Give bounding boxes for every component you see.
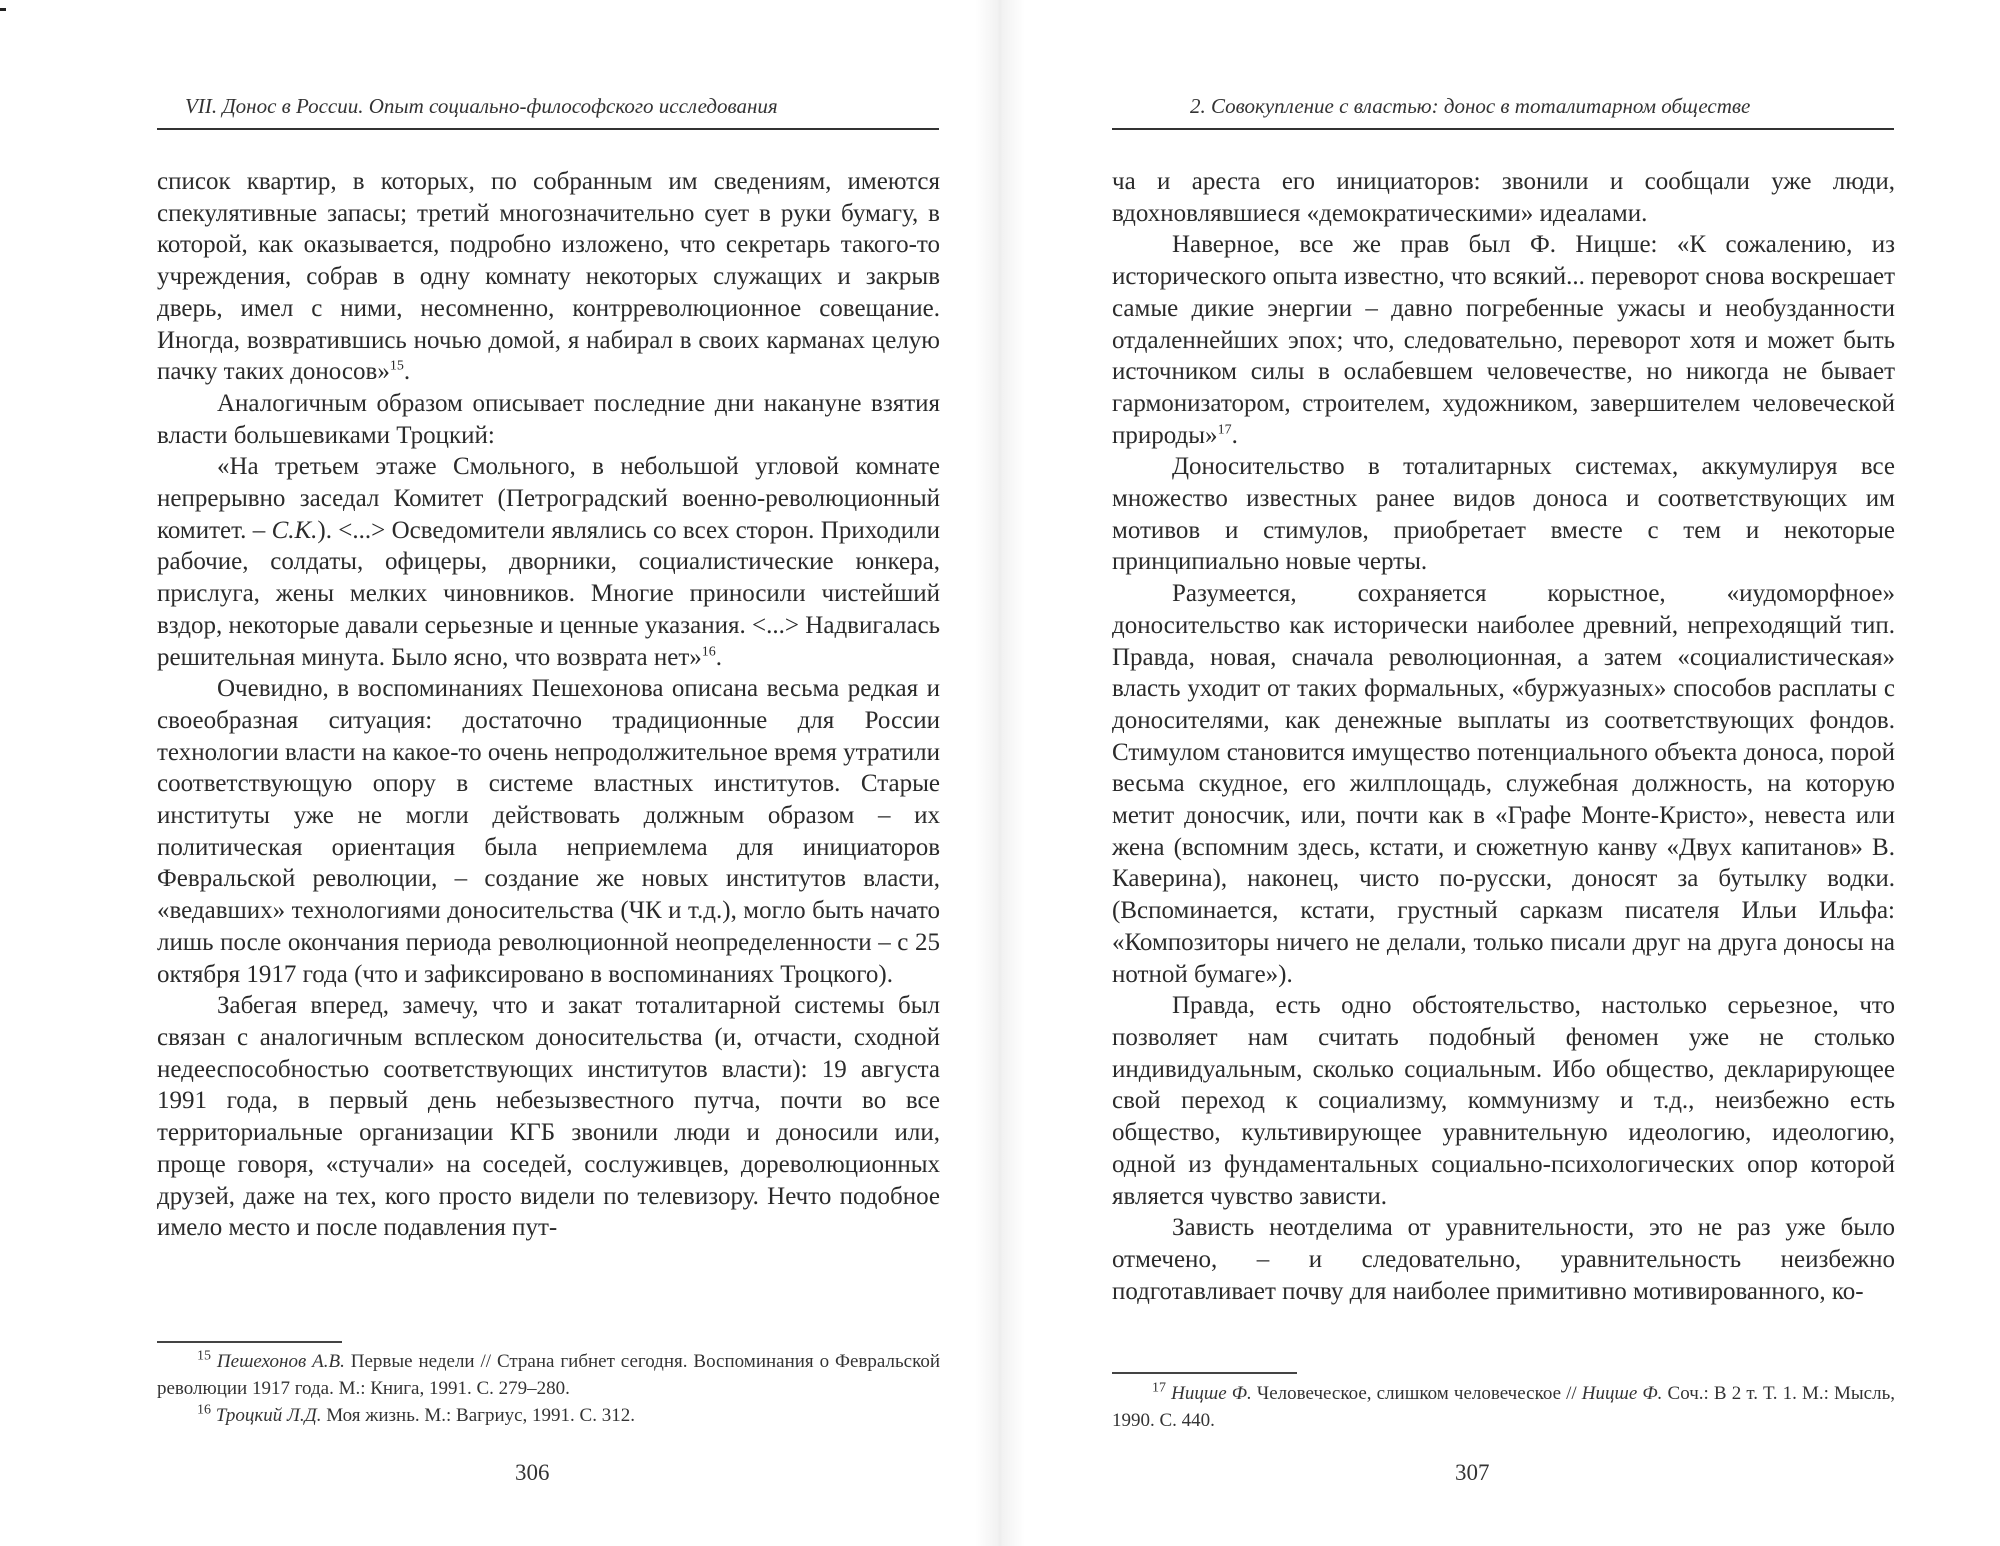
- right-paragraph-6: Зависть неотделима от уравнительности, это не раз уже было отмечено, – и следовательно, уравнительность неизбежно подготавливает почву для наиболее примитивно мотивированного, ко-: [1112, 1214, 1895, 1305]
- left-quote-paragraph: «На третьем этаже Смольного, в небольшой угловой комнате непрерывно заседал Комитет (Петроградский военно-революционный комитет. – С.К.). <...> Осведомители являлись со всех сторон. Приходили рабочие, солдаты, офицеры, дворники, социалистические юнкера, прислуга, жены мелких чиновников. Многие приносили чистейший вздор, некоторые давали серьезные и ценные указания. <...> Надвигалась решительная минута. Было ясно, что возврата нет»$^{16}$.: [157, 453, 940, 671]
- right-head-rule: [1112, 128, 1894, 130]
- left-body-text: [157, 166, 940, 1244]
- right-paragraph-4: Разумеется, сохраняется корыстное, «иудоморфное» доносительство как исторически наиболее древний, непреходящий тип. Правда, новая, сначала революционная, а затем «социалистическая» власть уходит от таких формальных, «буржуазных» способов расплаты с доносителями, как денежные выплаты из соответствующих фондов. Стимулом становится имущество потенциального объекта доноса, порой весьма скудное, его жилплощадь, служебная должность, на которую метит доносчик, или, почти как в «Графе Монте-Кристо», невеста или жена (вспомним здесь, кстати, и сюжетную канву «Двух капитанов» В. Каверина), наконец, чисто по-русски, доносят за бутылку водки. (Вспоминается, кстати, грустный сарказм писателя Ильи Ильфа: «Композиторы ничего не делали, только писали друг на друга доносы на нотной бумаге»).: [1112, 580, 1895, 988]
- right-running-head: 2. Совокупление с властью: донос в тоталитарном обществе: [1190, 94, 1751, 118]
- left-running-head: VII. Донос в России. Опыт социально-философского исследования: [185, 94, 778, 118]
- right-body-text: [1112, 166, 1895, 1307]
- footnote-ref-15: 15: [389, 358, 404, 374]
- footnote-17: $^{17}$ Ницше Ф. Человеческое, слишком человеческое // Ницше Ф. Соч.: В 2 т. Т. 1. М.: Мысль, 1990. С. 440.: [1112, 1380, 1895, 1431]
- right-footnotes: [1112, 1380, 1895, 1434]
- left-paragraph-2: Аналогичным образом описывает последние дни накануне взятия власти большевиками Троцкий:: [157, 389, 940, 449]
- right-page: [1000, 0, 2000, 1546]
- right-page-number: 307: [1455, 1460, 1490, 1485]
- footnote-ref-17: 17: [1217, 422, 1232, 438]
- left-paragraph-1: список квартир, в которых, по собранным им сведениям, имеются спекулятивные запасы; третий многозначительно сует в руки бумагу, в которой, как оказывается, подробно изложено, что секретарь такого-то учреждения, собрав в одну комнату некоторых служащих и закрыв дверь, имел с ними, несомненно, контрреволюционное совещание. Иногда, возвратившись ночью домой, я набирал в своих карманах целую пачку таких доносов»$^{15}$.: [157, 168, 940, 386]
- left-head-rule: [157, 128, 939, 130]
- quote-initials: С.К.: [271, 516, 318, 544]
- left-footnote-rule: [157, 1341, 342, 1343]
- left-page-number: 306: [515, 1460, 550, 1485]
- right-footnote-rule: [1112, 1372, 1297, 1374]
- left-footnotes: [157, 1348, 940, 1429]
- left-paragraph-4: Забегая вперед, замечу, что и закат тоталитарной системы был связан с аналогичным всплеском доносительства (и, отчасти, сходной недееспособностью соответствующих институтов власти): 19 августа 1991 года, в первый день небезызвестного путча, почти во все территориальные организации КГБ звонили люди и доносили или, проще говоря, «стучали» на соседей, сослуживцев, дореволюционных друзей, даже на тех, кого просто видели по телевизору. Нечто подобное имело место и после подавления пут-: [157, 992, 940, 1242]
- right-paragraph-3: Доносительство в тоталитарных системах, аккумулируя все множество известных ранее видов доноса и соответствующих им мотивов и стимулов, приобретает вместе с тем и некоторые принципиально новые черты.: [1112, 453, 1895, 576]
- footnote-15: $^{15}$ Пешехонов А.В. Первые недели // Страна гибнет сегодня. Воспоминания о Февральской революции 1917 года. М.: Книга, 1991. С. 279–280.: [157, 1348, 941, 1399]
- right-paragraph-1: ча и ареста его инициаторов: звонили и сообщали уже люди, вдохновлявшиеся «демократическими» идеалами.: [1112, 168, 1895, 227]
- right-paragraph-2: Наверное, все же прав был Ф. Ницше: «К сожалению, из исторического опыта известно, что всякий... переворот снова воскрешает самые дикие энергии – давно погребенные ужасы и необузданности отдаленнейших эпох; что, следовательно, переворот хотя и может быть источником силы в ослабевшем человечестве, но никогда не бывает гармонизатором, строителем, художником, завершителем человеческой природы»$^{17}$.: [1112, 231, 1895, 449]
- left-paragraph-3: Очевидно, в воспоминаниях Пешехонова описана весьма редкая и своеобразная ситуация: достаточно традиционные для России технологии власти на какое-то очень непродолжительное время утратили соответствующую опору в системе властных институтов. Старые институты уже не могли действовать должным образом – их политическая ориентация была неприемлема для инициаторов Февральской революции, – создание же новых институтов власти, «ведавших» технологиями доносительства (ЧК и т.д.), могло быть начато лишь после окончания периода революционной неопределенности – с 25 октября 1917 года (что и зафиксировано в воспоминаниях Троцкого).: [157, 675, 940, 988]
- footnote-16: $^{16}$ Троцкий Л.Д. Моя жизнь. М.: Вагриус, 1991. С. 312.: [197, 1402, 635, 1426]
- footnote-ref-16: 16: [701, 644, 716, 660]
- right-paragraph-5: Правда, есть одно обстоятельство, настолько серьезное, что позволяет нам считать подобный феномен уже не столько индивидуальным, сколько социальным. Ибо общество, декларирующее свой переход к социализму, коммунизму и т.д., неизбежно есть общество, культивирующее уравнительную идеологию, идеологию, одной из фундаментальных социально-психологических опор которой является чувство зависти.: [1112, 992, 1895, 1210]
